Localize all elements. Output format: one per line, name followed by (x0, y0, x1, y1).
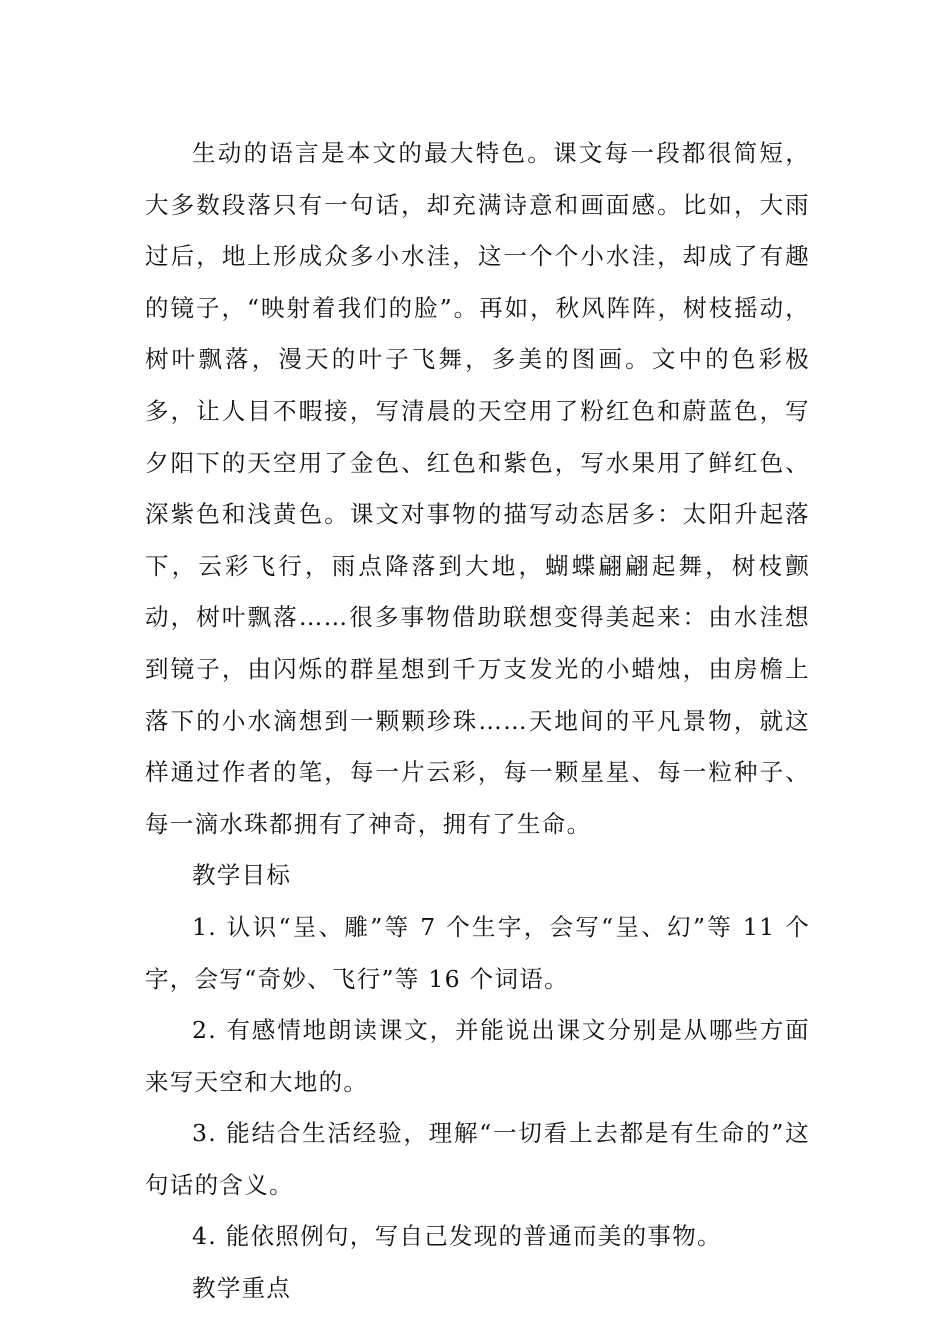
teaching-focus-heading: 教学重点 (192, 1274, 292, 1303)
goal-item-1: 1. 认识“呈、雕”等 7 个生字，会写“呈、幻”等 11 个字，会写“奇妙、飞行”等 16 个词语。 (145, 912, 810, 993)
intro-paragraph: 生动的语言是本文的最大特色。课文每一段都很简短，大多数段落只有一句话，却充满诗意和画面感。比如，大雨过后，地上形成众多小水洼，这一个个小水洼，却成了有趣的镜子，“映射着我们的脸”。再如，秋风阵阵，树枝摇动，树叶飘落，漫天的叶子飞舞，多美的图画。文中的色彩极多，让人目不暇接，写清晨的天空用了粉红色和蔚蓝色，写夕阳下的天空用了金色、红色和紫色，写水果用了鲜红色、深紫色和浅黄色。课文对事物的描写动态居多：太阳升起落下，云彩飞行，雨点降落到大地，蝴蝶翩翩起舞，树枝颤动，树叶飘落……很多事物借助联想变得美起来：由水洼想到镜子，由闪烁的群星想到千万支发光的小蜡烛，由房檐上落下的小水滴想到一颗颗珍珠……天地间的平凡景物，就这样通过作者的笔，每一片云彩，每一颗星星、每一粒种子、每一滴水珠都拥有了神奇，拥有了生命。 (145, 139, 810, 838)
goal-item-4: 4. 能依照例句，写自己发现的普通而美的事物。 (192, 1222, 722, 1251)
goal-item-3: 3. 能结合生活经验，理解“一切看上去都是有生命的”这句话的含义。 (145, 1119, 810, 1199)
teaching-goals-heading: 教学目标 (192, 861, 292, 890)
document-body (145, 128, 810, 1315)
goal-item-2: 2. 有感情地朗读课文，并能说出课文分别是从哪些方面来写天空和大地的。 (145, 1016, 810, 1096)
